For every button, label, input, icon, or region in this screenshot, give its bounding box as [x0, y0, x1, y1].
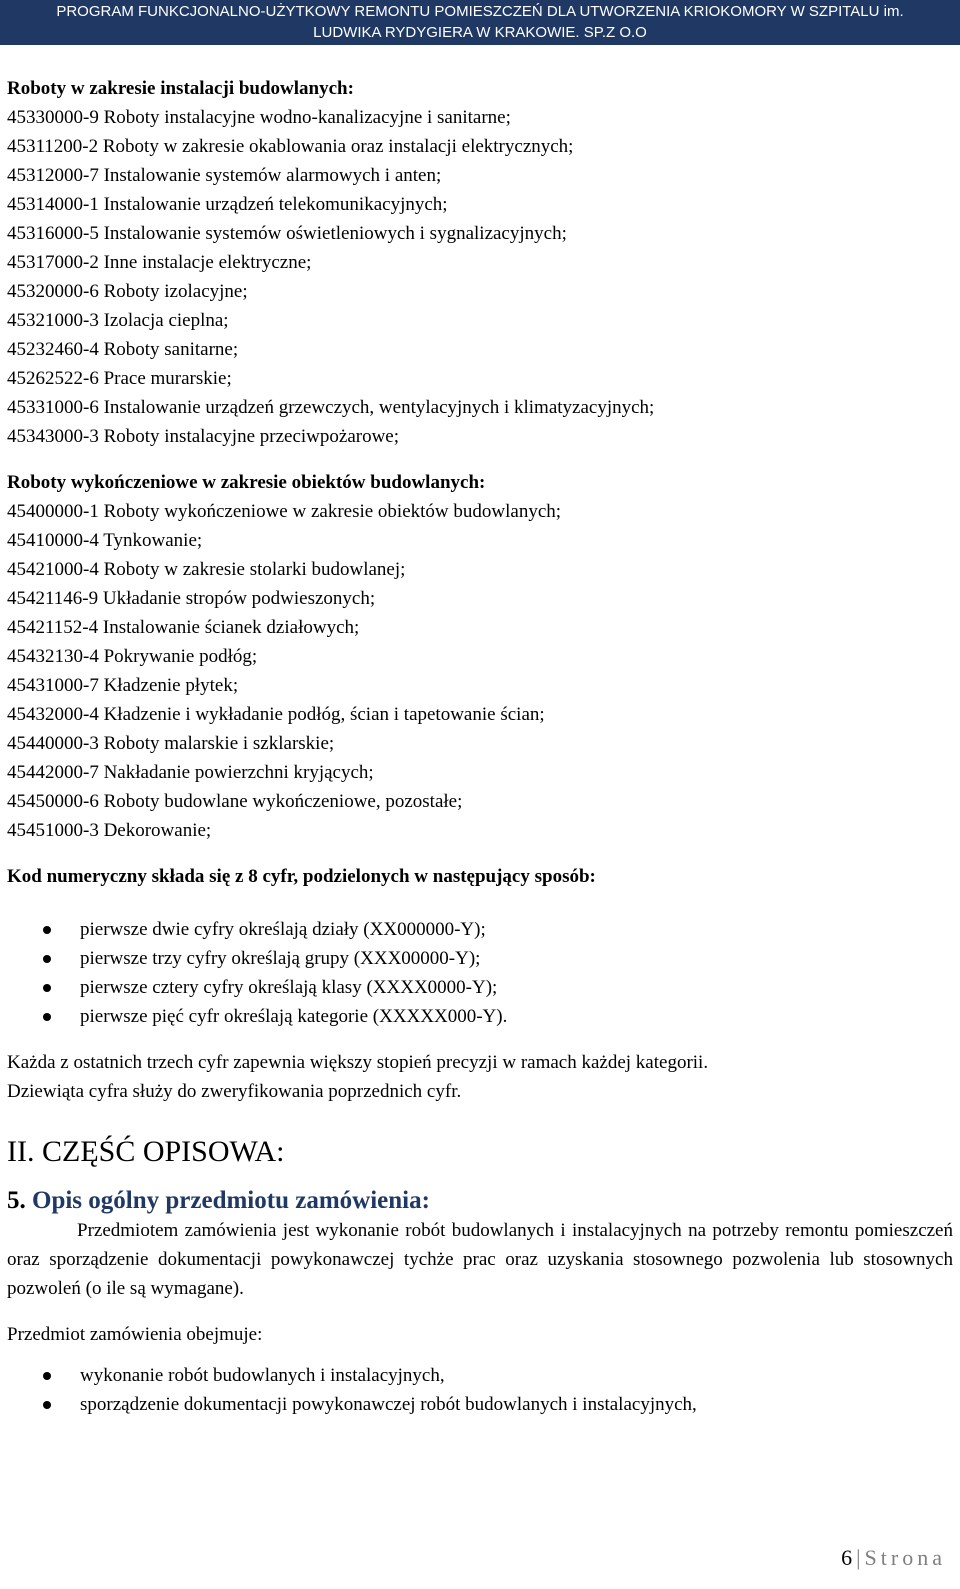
section-title: Opis ogólny przedmiotu zamówienia: — [32, 1187, 430, 1214]
code-structure-heading: Kod numeryczny składa się z 8 cyfr, podzielonych w następujący sposób: — [7, 866, 596, 887]
code-item: 45232460-4 Roboty sanitarne; — [7, 339, 239, 360]
spacer — [7, 845, 953, 862]
code-item: 45431000-7 Kładzenie płytek; — [7, 675, 239, 696]
section-heading — [7, 1186, 953, 1216]
code-structure-list — [7, 915, 953, 1031]
spacer — [7, 1106, 953, 1132]
bullet-icon — [43, 1401, 51, 1409]
section-paragraph: Przedmiotem zamówienia jest wykonanie robót budowlanych i instalacyjnych na potrzeby remontu pomieszczeń oraz sporządzenie dokumentacji powykonawczej tychże prac oraz uzyskania stosownego pozwolenia lub stosownych pozwoleń (o ile są wymagane). — [7, 1220, 953, 1299]
code-item: 45421152-4 Instalowanie ścianek działowych; — [7, 617, 360, 638]
spacer — [7, 891, 953, 915]
code-item: 45331000-6 Instalowanie urządzeń grzewczych, wentylacyjnych i klimatyzacyjnych; — [7, 397, 655, 418]
list-item-text: pierwsze trzy cyfry określają grupy (XXX00000-Y); — [80, 948, 481, 969]
code-note-line-2: Dziewiąta cyfra służy do zweryfikowania poprzednich cyfr. — [7, 1081, 462, 1102]
code-item: 45421000-4 Roboty w zakresie stolarki budowlanej; — [7, 559, 406, 580]
document-body — [7, 74, 953, 1419]
bullet-icon — [43, 955, 51, 963]
page-number: 6 — [841, 1545, 853, 1570]
code-item: 45432130-4 Pokrywanie podłóg; — [7, 646, 258, 667]
list-item — [7, 1361, 953, 1390]
list-item — [7, 915, 953, 944]
code-item: 45343000-3 Roboty instalacyjne przeciwpożarowe; — [7, 426, 400, 447]
page-footer — [841, 1545, 946, 1571]
code-item: 45320000-6 Roboty izolacyjne; — [7, 281, 248, 302]
footer-separator: | — [856, 1545, 861, 1570]
code-item: 45317000-2 Inne instalacje elektryczne; — [7, 252, 312, 273]
code-item: 45442000-7 Nakładanie powierzchni kryjących; — [7, 762, 374, 783]
code-item: 45400000-1 Roboty wykończeniowe w zakresie obiektów budowlanych; — [7, 501, 562, 522]
code-item: 45314000-1 Instalowanie urządzeń telekomunikacyjnych; — [7, 194, 448, 215]
list-item-text: sporządzenie dokumentacji powykonawczej robót budowlanych i instalacyjnych, — [80, 1394, 697, 1415]
list-item-text: wykonanie robót budowlanych i instalacyjnych, — [80, 1365, 445, 1386]
page-word: Strona — [864, 1545, 946, 1570]
code-item: 45450000-6 Roboty budowlane wykończeniowe, pozostałe; — [7, 791, 463, 812]
code-item: 45316000-5 Instalowanie systemów oświetleniowych i sygnalizacyjnych; — [7, 223, 567, 244]
bullet-icon — [43, 926, 51, 934]
code-item: 45421146-9 Układanie stropów podwieszonych; — [7, 588, 376, 609]
code-item: 45410000-4 Tynkowanie; — [7, 530, 203, 551]
scope-list — [7, 1361, 953, 1419]
bullet-icon — [43, 984, 51, 992]
code-item: 45451000-3 Dekorowanie; — [7, 820, 212, 841]
bullet-icon — [43, 1372, 51, 1380]
list-item — [7, 1002, 953, 1031]
installation-code-list — [7, 103, 953, 451]
running-header — [0, 0, 960, 45]
list-item — [7, 1390, 953, 1419]
section-number: 5. — [7, 1187, 26, 1214]
code-item: 45440000-3 Roboty malarskie i szklarskie; — [7, 733, 335, 754]
spacer — [7, 1031, 953, 1048]
header-line-2: LUDWIKA RYDYGIERA W KRAKOWIE. SP.Z O.O — [313, 24, 647, 41]
part-heading: II. CZĘŚĆ OPISOWA: — [7, 1135, 285, 1168]
header-line-1: PROGRAM FUNKCJONALNO-UŻYTKOWY REMONTU POMIESZCZEŃ DLA UTWORZENIA KRIOKOMORY W SZPITALU im. — [56, 3, 904, 20]
list-item-text: pierwsze cztery cyfry określają klasy (XXXX0000-Y); — [80, 977, 498, 998]
code-item: 45330000-9 Roboty instalacyjne wodno-kanalizacyjne i sanitarne; — [7, 107, 511, 128]
list-item-text: pierwsze pięć cyfr określają kategorie (XXXXX000-Y). — [80, 1006, 508, 1027]
code-item: 45432000-4 Kładzenie i wykładanie podłóg, ścian i tapetowanie ścian; — [7, 704, 545, 725]
spacer — [7, 1172, 953, 1186]
code-item: 45311200-2 Roboty w zakresie okablowania oraz instalacji elektrycznych; — [7, 136, 574, 157]
finishing-heading: Roboty wykończeniowe w zakresie obiektów budowlanych: — [7, 472, 486, 493]
installation-heading: Roboty w zakresie instalacji budowlanych: — [7, 78, 354, 99]
scope-intro: Przedmiot zamówienia obejmuje: — [7, 1324, 263, 1345]
spacer — [7, 1303, 953, 1320]
code-item: 45262522-6 Prace murarskie; — [7, 368, 232, 389]
list-item-text: pierwsze dwie cyfry określają działy (XX000000-Y); — [80, 919, 486, 940]
spacer — [7, 451, 953, 468]
list-item — [7, 973, 953, 1002]
bullet-icon — [43, 1013, 51, 1021]
code-note-line-1: Każda z ostatnich trzech cyfr zapewnia większy stopień precyzji w ramach każdej kategorii. — [7, 1052, 709, 1073]
spacer — [7, 1349, 953, 1361]
code-item: 45321000-3 Izolacja cieplna; — [7, 310, 229, 331]
code-item: 45312000-7 Instalowanie systemów alarmowych i anten; — [7, 165, 442, 186]
list-item — [7, 944, 953, 973]
finishing-code-list — [7, 497, 953, 845]
